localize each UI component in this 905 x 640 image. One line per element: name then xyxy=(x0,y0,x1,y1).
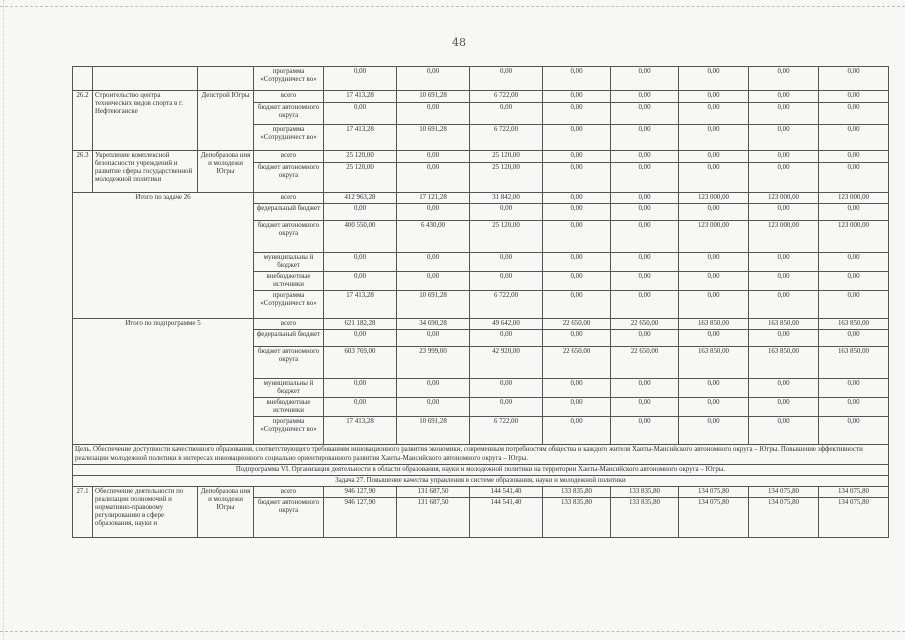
item-name: Укрепление комплексной безопасности учреждений и развитие сферы государственной молодежной политики xyxy=(93,151,198,193)
funding-source: всего xyxy=(254,193,324,204)
amount-cell: 0,00 xyxy=(749,67,819,91)
amount-cell: 144 541,40 xyxy=(470,487,543,498)
amount-cell: 0,00 xyxy=(397,253,470,272)
amount-cell: 0,00 xyxy=(749,163,819,193)
amount-cell: 0,00 xyxy=(470,67,543,91)
budget-table xyxy=(72,66,889,538)
amount-cell: 31 842,00 xyxy=(470,193,543,204)
table-row xyxy=(73,67,889,91)
amount-cell: 0,00 xyxy=(543,163,611,193)
amount-cell: 0,00 xyxy=(679,204,749,221)
amount-cell: 134 075,80 xyxy=(749,487,819,498)
amount-cell: 23 999,00 xyxy=(397,347,470,379)
amount-cell: 0,00 xyxy=(470,272,543,291)
table-row xyxy=(73,193,889,204)
amount-cell: 0,00 xyxy=(397,330,470,347)
amount-cell: 0,00 xyxy=(470,379,543,398)
amount-cell: 0,00 xyxy=(543,417,611,445)
amount-cell: 34 690,28 xyxy=(397,319,470,330)
amount-cell: 0,00 xyxy=(543,125,611,151)
amount-cell: 17 121,28 xyxy=(397,193,470,204)
amount-cell: 0,00 xyxy=(543,379,611,398)
amount-cell: 0,00 xyxy=(819,204,889,221)
amount-cell: 163 850,00 xyxy=(679,347,749,379)
amount-cell: 0,00 xyxy=(749,272,819,291)
amount-cell: 0,00 xyxy=(819,125,889,151)
amount-cell: 22 650,00 xyxy=(543,347,611,379)
item-number xyxy=(73,67,93,91)
amount-cell: 6 722,00 xyxy=(470,91,543,103)
funding-source: программа «Сотрудничест во» xyxy=(254,417,324,445)
amount-cell: 0,00 xyxy=(324,379,397,398)
amount-cell: 0,00 xyxy=(543,398,611,417)
amount-cell: 22 650,00 xyxy=(611,319,679,330)
amount-cell: 0,00 xyxy=(397,151,470,163)
amount-cell: 0,00 xyxy=(324,330,397,347)
amount-cell: 0,00 xyxy=(543,272,611,291)
amount-cell: 123 000,00 xyxy=(749,193,819,204)
amount-cell: 134 075,80 xyxy=(679,498,749,538)
item-name: Обеспечение деятельности по реализации полномочий и нормативно-правовому регулированию в сфере образования, науки и xyxy=(93,487,198,538)
funding-source: всего xyxy=(254,319,324,330)
amount-cell: 0,00 xyxy=(749,291,819,319)
item-name: Строительство центра технических видов спорта в г. Нефтеюганске xyxy=(93,91,198,151)
amount-cell: 163 850,00 xyxy=(819,319,889,330)
amount-cell: 17 413,28 xyxy=(324,125,397,151)
amount-cell: 0,00 xyxy=(679,103,749,125)
funding-source: программа «Сотрудничест во» xyxy=(254,67,324,91)
amount-cell: 0,00 xyxy=(749,379,819,398)
amount-cell: 123 000,00 xyxy=(819,193,889,204)
amount-cell: 133 835,80 xyxy=(543,487,611,498)
amount-cell: 10 691,28 xyxy=(397,91,470,103)
amount-cell: 0,00 xyxy=(679,379,749,398)
item-name xyxy=(93,67,198,91)
amount-cell: 0,00 xyxy=(819,272,889,291)
amount-cell: 0,00 xyxy=(543,291,611,319)
amount-cell: 0,00 xyxy=(611,417,679,445)
amount-cell: 0,00 xyxy=(397,163,470,193)
amount-cell: 10 691,28 xyxy=(397,417,470,445)
amount-cell: 0,00 xyxy=(611,204,679,221)
amount-cell: 123 000,00 xyxy=(749,221,819,253)
amount-cell: 25 120,00 xyxy=(324,163,397,193)
funding-source: муниципальны й бюджет xyxy=(254,253,324,272)
amount-cell: 0,00 xyxy=(324,398,397,417)
item-responsible: Депстрой Югры xyxy=(198,91,254,151)
amount-cell: 400 550,00 xyxy=(324,221,397,253)
amount-cell: 10 691,28 xyxy=(397,291,470,319)
amount-cell: 0,00 xyxy=(611,221,679,253)
page-number: 48 xyxy=(452,36,466,49)
funding-source: бюджет автономного округа xyxy=(254,221,324,253)
amount-cell: 0,00 xyxy=(543,193,611,204)
table-row xyxy=(73,91,889,103)
amount-cell: 0,00 xyxy=(611,67,679,91)
amount-cell: 0,00 xyxy=(470,398,543,417)
amount-cell: 0,00 xyxy=(749,253,819,272)
item-number: 27.1 xyxy=(73,487,93,538)
amount-cell: 123 000,00 xyxy=(679,193,749,204)
amount-cell: 25 120,00 xyxy=(470,163,543,193)
amount-cell: 134 075,80 xyxy=(679,487,749,498)
amount-cell: 0,00 xyxy=(543,151,611,163)
amount-cell: 25 120,00 xyxy=(470,151,543,163)
amount-cell: 133 835,80 xyxy=(611,487,679,498)
funding-source: всего xyxy=(254,91,324,103)
amount-cell: 0,00 xyxy=(324,253,397,272)
amount-cell: 0,00 xyxy=(611,151,679,163)
amount-cell: 0,00 xyxy=(819,163,889,193)
amount-cell: 0,00 xyxy=(679,125,749,151)
amount-cell: 0,00 xyxy=(819,330,889,347)
amount-cell: 134 075,80 xyxy=(749,498,819,538)
amount-cell: 0,00 xyxy=(543,204,611,221)
amount-cell: 0,00 xyxy=(543,67,611,91)
amount-cell: 0,00 xyxy=(819,379,889,398)
amount-cell: 144 541,40 xyxy=(470,498,543,538)
total-label: Итого по задаче 26 xyxy=(73,193,254,319)
amount-cell: 0,00 xyxy=(543,91,611,103)
funding-source: программа «Сотрудничест во» xyxy=(254,291,324,319)
amount-cell: 603 769,00 xyxy=(324,347,397,379)
task-text: Задача 27. Повышение качества управления в системе образования, науки и молодежной политики xyxy=(73,476,889,487)
item-responsible xyxy=(198,67,254,91)
amount-cell: 22 650,00 xyxy=(543,319,611,330)
amount-cell: 0,00 xyxy=(397,272,470,291)
funding-source: внебюджетные источники xyxy=(254,272,324,291)
amount-cell: 163 850,00 xyxy=(819,347,889,379)
amount-cell: 0,00 xyxy=(749,417,819,445)
amount-cell: 163 850,00 xyxy=(749,347,819,379)
amount-cell: 0,00 xyxy=(819,67,889,91)
amount-cell: 0,00 xyxy=(749,398,819,417)
amount-cell: 0,00 xyxy=(324,67,397,91)
amount-cell: 17 413,28 xyxy=(324,291,397,319)
amount-cell: 0,00 xyxy=(470,204,543,221)
amount-cell: 22 650,00 xyxy=(611,347,679,379)
amount-cell: 0,00 xyxy=(819,253,889,272)
funding-source: всего xyxy=(254,151,324,163)
amount-cell: 946 127,90 xyxy=(324,487,397,498)
table-row xyxy=(73,445,889,465)
scan-edge-top xyxy=(0,6,905,7)
amount-cell: 0,00 xyxy=(679,253,749,272)
amount-cell: 131 687,50 xyxy=(397,498,470,538)
amount-cell: 0,00 xyxy=(543,103,611,125)
funding-source: внебюджетные источники xyxy=(254,398,324,417)
amount-cell: 0,00 xyxy=(397,204,470,221)
amount-cell: 0,00 xyxy=(819,91,889,103)
amount-cell: 0,00 xyxy=(611,291,679,319)
amount-cell: 621 182,28 xyxy=(324,319,397,330)
amount-cell: 6 722,00 xyxy=(470,417,543,445)
amount-cell: 0,00 xyxy=(543,253,611,272)
scan-edge-bottom xyxy=(0,631,905,632)
amount-cell: 0,00 xyxy=(611,330,679,347)
amount-cell: 163 850,00 xyxy=(679,319,749,330)
amount-cell: 0,00 xyxy=(543,330,611,347)
amount-cell: 0,00 xyxy=(679,151,749,163)
amount-cell: 0,00 xyxy=(749,151,819,163)
goal-text: Цель. Обеспечение доступности качественного образования, соответствующего требованиям инновационного развития экономики, современным потребностям общества и каждого жителя Ханты-Мансийского автономного округа – Югры. Повышение эффективности реализации молодежной политики в интересах инновационного социально ориентированного развития Ханты-Мансийского автономного округа – Югры. xyxy=(73,445,889,465)
amount-cell: 0,00 xyxy=(679,67,749,91)
amount-cell: 0,00 xyxy=(679,91,749,103)
amount-cell: 134 075,80 xyxy=(819,487,889,498)
amount-cell: 134 075,80 xyxy=(819,498,889,538)
amount-cell: 17 413,28 xyxy=(324,91,397,103)
funding-source: программа «Сотрудничест во» xyxy=(254,125,324,151)
table-row xyxy=(73,465,889,476)
item-number: 26.2 xyxy=(73,91,93,151)
amount-cell: 0,00 xyxy=(749,330,819,347)
table-row xyxy=(73,151,889,163)
total-label: Итого по подпрограмме 5 xyxy=(73,319,254,445)
amount-cell: 0,00 xyxy=(611,163,679,193)
amount-cell: 0,00 xyxy=(397,103,470,125)
amount-cell: 0,00 xyxy=(679,330,749,347)
amount-cell: 412 963,28 xyxy=(324,193,397,204)
item-responsible: Депобразова ния и молодежи Югры xyxy=(198,151,254,193)
amount-cell: 946 127,90 xyxy=(324,498,397,538)
amount-cell: 0,00 xyxy=(679,272,749,291)
funding-source: бюджет автономного округа xyxy=(254,498,324,538)
amount-cell: 0,00 xyxy=(470,330,543,347)
amount-cell: 0,00 xyxy=(819,151,889,163)
funding-source: всего xyxy=(254,487,324,498)
amount-cell: 0,00 xyxy=(749,125,819,151)
funding-source: федеральный бюджет xyxy=(254,330,324,347)
amount-cell: 0,00 xyxy=(819,103,889,125)
amount-cell: 49 642,00 xyxy=(470,319,543,330)
amount-cell: 0,00 xyxy=(679,291,749,319)
amount-cell: 0,00 xyxy=(611,379,679,398)
amount-cell: 0,00 xyxy=(397,67,470,91)
amount-cell: 0,00 xyxy=(749,204,819,221)
amount-cell: 0,00 xyxy=(749,91,819,103)
funding-source: муниципальны й бюджет xyxy=(254,379,324,398)
item-number: 26.3 xyxy=(73,151,93,193)
amount-cell: 0,00 xyxy=(819,291,889,319)
amount-cell: 6 430,00 xyxy=(397,221,470,253)
scan-edge-left xyxy=(3,0,5,640)
table-row xyxy=(73,319,889,330)
amount-cell: 0,00 xyxy=(749,103,819,125)
amount-cell: 123 000,00 xyxy=(679,221,749,253)
amount-cell: 0,00 xyxy=(611,272,679,291)
amount-cell: 10 691,28 xyxy=(397,125,470,151)
amount-cell: 133 835,80 xyxy=(611,498,679,538)
amount-cell: 0,00 xyxy=(470,253,543,272)
amount-cell: 0,00 xyxy=(611,91,679,103)
funding-source: бюджет автономного округа xyxy=(254,103,324,125)
amount-cell: 6 722,00 xyxy=(470,291,543,319)
amount-cell: 0,00 xyxy=(679,417,749,445)
amount-cell: 0,00 xyxy=(611,193,679,204)
amount-cell: 131 687,50 xyxy=(397,487,470,498)
amount-cell: 25 120,00 xyxy=(324,151,397,163)
amount-cell: 0,00 xyxy=(397,379,470,398)
amount-cell: 6 722,00 xyxy=(470,125,543,151)
amount-cell: 0,00 xyxy=(611,125,679,151)
amount-cell: 0,00 xyxy=(611,253,679,272)
amount-cell: 133 835,80 xyxy=(543,498,611,538)
amount-cell: 25 120,00 xyxy=(470,221,543,253)
amount-cell: 0,00 xyxy=(679,163,749,193)
amount-cell: 0,00 xyxy=(543,221,611,253)
amount-cell: 42 920,00 xyxy=(470,347,543,379)
amount-cell: 0,00 xyxy=(470,103,543,125)
funding-source: бюджет автономного округа xyxy=(254,163,324,193)
item-responsible: Депобразова ния и молодежи Югры xyxy=(198,487,254,538)
amount-cell: 163 850,00 xyxy=(749,319,819,330)
amount-cell: 0,00 xyxy=(324,204,397,221)
table-row xyxy=(73,476,889,487)
amount-cell: 0,00 xyxy=(819,398,889,417)
funding-source: бюджет автономного округа xyxy=(254,347,324,379)
funding-source: федеральный бюджет xyxy=(254,204,324,221)
amount-cell: 0,00 xyxy=(611,398,679,417)
subprogram-text: Подпрограмма VI. Организация деятельности в области образования, науки и молодежной политики на территории Ханты-Мансийского автономного округа – Югры. xyxy=(73,465,889,476)
amount-cell: 0,00 xyxy=(611,103,679,125)
amount-cell: 0,00 xyxy=(819,417,889,445)
amount-cell: 0,00 xyxy=(324,103,397,125)
amount-cell: 0,00 xyxy=(324,272,397,291)
amount-cell: 123 000,00 xyxy=(819,221,889,253)
table-row xyxy=(73,487,889,498)
amount-cell: 0,00 xyxy=(679,398,749,417)
amount-cell: 17 413,28 xyxy=(324,417,397,445)
amount-cell: 0,00 xyxy=(397,398,470,417)
